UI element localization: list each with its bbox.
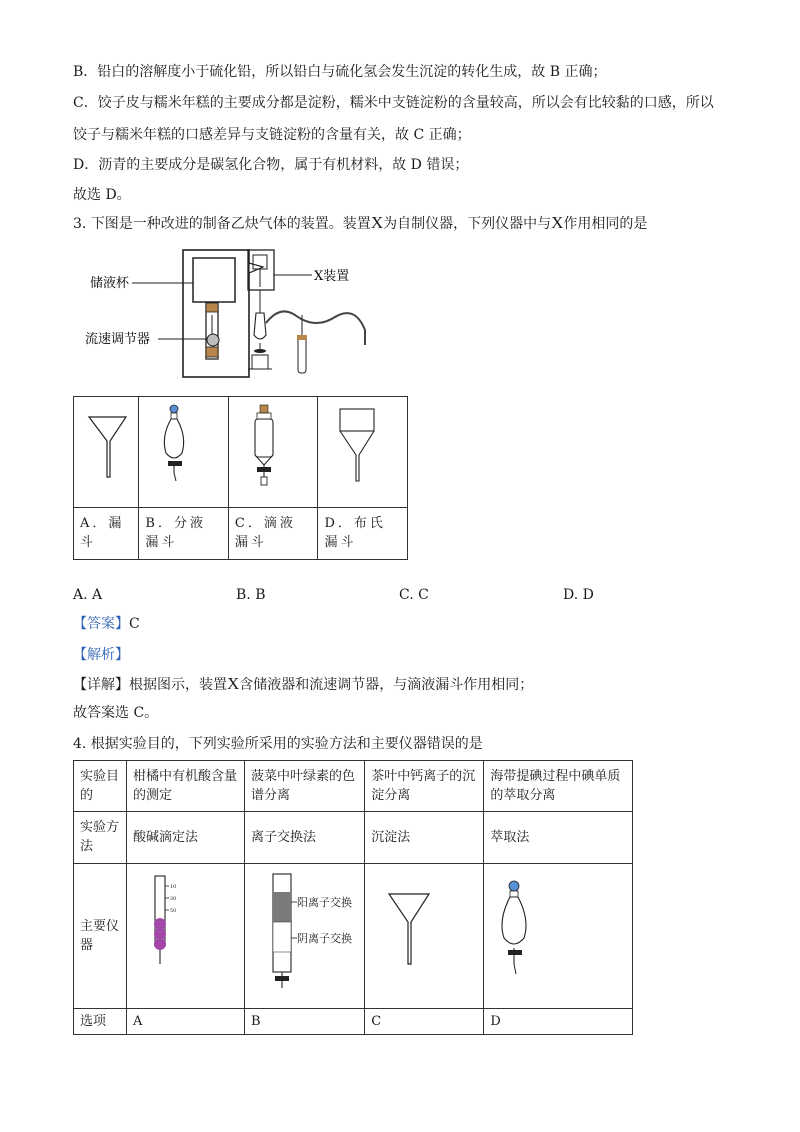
option-d[interactable]: D. D bbox=[563, 587, 594, 603]
method-c: 沉淀法 bbox=[365, 812, 484, 864]
explanation-c-line2: 饺子与糯米年糕的口感差异与支链淀粉的含量有关，故 C 正确； bbox=[73, 127, 471, 143]
detail-tag: 【详解】 bbox=[73, 677, 129, 693]
detail-line: 【详解】根据图示，装置X含储液器和流速调节器，与滴液漏斗作用相同； bbox=[73, 674, 534, 693]
separatory-funnel-icon bbox=[139, 397, 227, 501]
answer-value: C bbox=[129, 616, 140, 632]
stem-part-a: 3. 下图是一种改进的制备乙炔气体的装置。装置 bbox=[73, 216, 371, 232]
label-x-device: X装置 bbox=[314, 269, 350, 284]
svg-text:10: 10 bbox=[169, 884, 177, 890]
cell-dropping-funnel bbox=[228, 397, 318, 508]
ion-exchange-column-icon bbox=[245, 864, 362, 1002]
method-d: 萃取法 bbox=[484, 812, 633, 864]
instrument-separatory-cell bbox=[484, 864, 633, 1009]
label-anion-exchange: 阴离子交换 bbox=[297, 932, 353, 945]
cell-label-c: C．滴液漏斗 bbox=[228, 508, 318, 560]
instrument-burette-cell bbox=[126, 864, 244, 1009]
separatory-funnel-icon bbox=[484, 864, 629, 1002]
option-c[interactable]: C. C bbox=[399, 587, 429, 603]
explanation-d: D．沥青的主要成分是碳氢化合物，属于有机材料，故 D 错误； bbox=[73, 157, 469, 173]
question-3-stem bbox=[73, 213, 647, 234]
svg-text:30: 30 bbox=[169, 896, 177, 902]
q3-options bbox=[73, 585, 723, 605]
instrument-ion-column-cell bbox=[245, 864, 365, 1009]
answer-line bbox=[73, 614, 140, 634]
svg-text:50: 50 bbox=[169, 908, 177, 914]
buchner-funnel-icon bbox=[318, 397, 406, 501]
funnel-icon bbox=[365, 864, 481, 1002]
purpose-a: 柑橘中有机酸含量的测定 bbox=[126, 761, 244, 812]
selection-line: 故选 D。 bbox=[73, 187, 131, 203]
acetylene-apparatus-diagram bbox=[80, 245, 410, 385]
cell-funnel bbox=[74, 397, 139, 508]
option-d[interactable]: D bbox=[484, 1009, 633, 1035]
option-c[interactable]: C bbox=[365, 1009, 484, 1035]
instrument-table bbox=[73, 396, 408, 560]
conclusion-line: 故答案选 C。 bbox=[73, 705, 159, 721]
row-head-method: 实验方法 bbox=[74, 812, 127, 864]
experiment-table bbox=[73, 760, 633, 1035]
row-head-option: 选项 bbox=[74, 1009, 127, 1035]
method-a: 酸碱滴定法 bbox=[126, 812, 244, 864]
stem-part-c: 作用相同的是 bbox=[563, 216, 648, 232]
explanation-c-line1: C．饺子皮与糯米年糕的主要成分都是淀粉，糯米中支链淀粉的含量较高，所以会有比较黏的口感，所以 bbox=[73, 95, 714, 111]
label-flow-regulator: 流速调节器 bbox=[85, 332, 151, 347]
purpose-c: 茶叶中钙离子的沉淀分离 bbox=[365, 761, 484, 812]
row-head-instrument: 主要仪器 bbox=[74, 864, 127, 1009]
storage-cup bbox=[193, 258, 235, 302]
option-a[interactable]: A. A bbox=[73, 587, 103, 603]
label-cation-exchange: 阳离子交换 bbox=[297, 896, 353, 909]
question-4-stem: 4. 根据实验目的，下列实验所采用的实验方法和主要仪器错误的是 bbox=[73, 736, 483, 752]
explanation-b: B．铅白的溶解度小于硫化铅，所以铅白与硫化氢会发生沉淀的转化生成，故 B 正确； bbox=[73, 64, 607, 80]
option-b[interactable]: B bbox=[245, 1009, 365, 1035]
analysis-tag: 【解析】 bbox=[73, 647, 129, 663]
purpose-b: 菠菜中叶绿素的色谱分离 bbox=[245, 761, 365, 812]
cell-buchner-funnel bbox=[318, 397, 408, 508]
cell-label-a: A．漏斗 bbox=[74, 508, 139, 560]
stem-part-b: 为自制仪器，下列仪器中与 bbox=[383, 216, 552, 232]
option-b[interactable]: B. B bbox=[236, 587, 266, 603]
cell-separatory-funnel bbox=[139, 397, 229, 508]
dropping-funnel-icon bbox=[229, 397, 317, 501]
symbol-x: X bbox=[227, 674, 240, 693]
cell-label-d: D．布氏漏斗 bbox=[318, 508, 408, 560]
symbol-x: X bbox=[551, 213, 564, 232]
option-a[interactable]: A bbox=[126, 1009, 244, 1035]
symbol-x: X bbox=[370, 213, 384, 232]
funnel-icon bbox=[74, 397, 138, 501]
burette-icon bbox=[127, 864, 242, 1002]
regulator-knob bbox=[207, 334, 219, 346]
method-b: 离子交换法 bbox=[245, 812, 365, 864]
answer-tag: 【答案】 bbox=[73, 616, 129, 632]
label-storage-cup: 储液杯 bbox=[90, 276, 130, 291]
row-head-purpose: 实验目的 bbox=[74, 761, 127, 812]
cell-label-b: B．分液漏斗 bbox=[139, 508, 229, 560]
instrument-funnel-cell bbox=[365, 864, 484, 1009]
purpose-d: 海带提碘过程中碘单质的萃取分离 bbox=[484, 761, 633, 812]
